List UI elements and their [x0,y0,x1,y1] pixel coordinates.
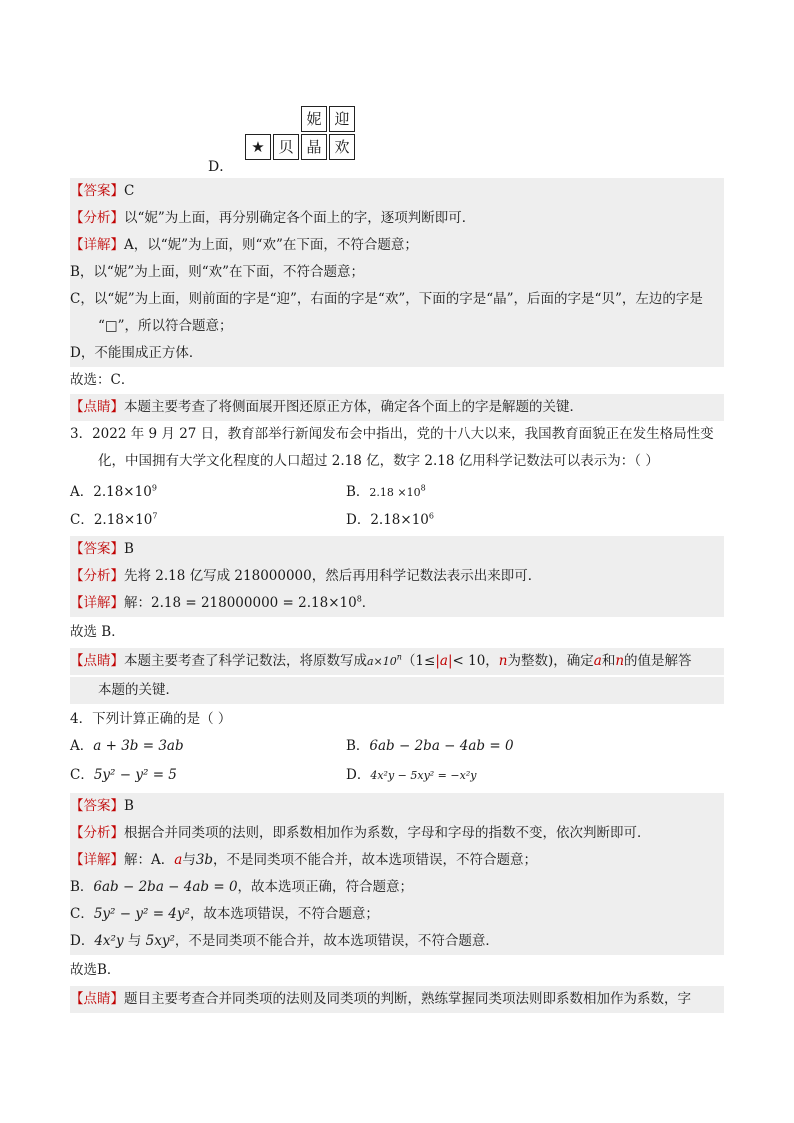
q4-detail-b: B．6ab − 2ba − 4ab = 0，故本选项正确，符合题意； [70,874,724,901]
q3-option-d: D．$2.18\times 10^6$ [346,511,434,528]
q3-stem-2: 化，中国拥有大学文化程度的人口超过 2.18 亿，数字 2.18 亿用科学记数法可以表示为：（ ） [98,453,659,469]
q4-detail-d: D．4x²y 与 5xy²，不是同类项不能合并，故本选项错误，不符合题意． [70,928,724,955]
q4-option-a: A．a + 3b = 3ab [70,738,184,754]
q4-choose: 故选B． [70,962,121,978]
q4-answer: 【答案】B [70,793,724,820]
q3-option-a: A．$2.18\times 10^9$ [70,483,157,500]
q3-options-row-2 [70,507,724,534]
q3-choose: 故选 B． [70,624,125,640]
q4-option-c: C．5y² − y² = 5 [70,767,177,783]
option-d-label: D． [208,159,234,175]
q3-comment-2: 本题的关键． [70,677,724,704]
q4-analysis: 【分析】根据合并同类项的法则，即系数相加作为系数，字母和字母的指数不变，依次判断即可． [70,820,724,847]
net-cell-bottom-3: 晶 [301,134,327,160]
q3-options-row-1 [70,479,724,506]
q3-analysis: 【分析】先将 2.18 亿写成 218000000，然后再用科学记数法表示出来即可． [70,563,724,590]
q2-detail-d: D，不能围成正方体． [70,340,724,367]
q3-detail: 【详解】解：$2.18 = 218000000 = 2.18\times 10^8$． [70,590,724,617]
net-cell-star: ★ [245,134,271,160]
q2-analysis: 【分析】以“妮”为上面，再分别确定各个面上的字，逐项判断即可． [70,205,724,232]
q4-options-row-1 [70,733,724,760]
net-cell-bottom-2: 贝 [273,134,299,160]
q3-answer: 【答案】B [70,536,724,563]
net-cell-bottom-4: 欢 [329,134,355,160]
q3-stem-1: 3．2022 年 9 月 27 日，教育部举行新闻发布会中指出，党的十八大以来，我国教育面貌正在发生格局性变 [70,426,714,442]
q3-option-b: B．$2.18 \times 10^8$ [346,483,426,500]
q4-options-row-2 [70,762,724,789]
q3-option-c: C．$2.18\times 10^7$ [70,511,158,528]
q2-detail-b: B，以“妮”为上面，则“欢”在下面，不符合题意； [70,259,724,286]
q2-choose: 故选：C． [70,372,135,388]
net-cell-top-2: 迎 [329,106,355,132]
q4-detail-c: C．5y² − y² = 4y²，故本选项错误，不符合题意； [70,901,724,928]
q4-comment: 【点睛】题目主要考查合并同类项的法则及同类项的判断，熟练掌握同类项法则即系数相加作为系数，字 [70,986,724,1013]
q2-answer: 【答案】C [70,178,724,205]
q4-detail-a: 【详解】解：A．a与3b，不是同类项不能合并，故本选项错误，不符合题意； [70,847,724,874]
q4-option-d: D．4x²y − 5xy² = −x²y [346,767,477,783]
q2-detail-c-2: “□”，所以符合题意； [70,313,724,340]
q4-option-b: B．6ab − 2ba − 4ab = 0 [346,738,514,754]
net-cell-top-1: 妮 [301,106,327,132]
q2-detail-c-1: C，以“妮”为上面，则前面的字是“迎”，右面的字是“欢”，下面的字是“晶”，后面的字是“贝”，左边的字是 [70,286,724,313]
q4-stem: 4．下列计算正确的是（ ） [70,711,232,727]
q2-detail: 【详解】A，以“妮”为上面，则“欢”在下面，不符合题意； [70,232,724,259]
q3-comment-1: 【点睛】本题主要考查了科学记数法，将原数写成$a\times 10^n(1\le|a|< 10$，n为整数)，确定a和n的值是解答 [70,648,724,675]
q2-comment: 【点睛】本题主要考查了将侧面展开图还原正方体，确定各个面上的字是解题的关键． [70,394,724,421]
